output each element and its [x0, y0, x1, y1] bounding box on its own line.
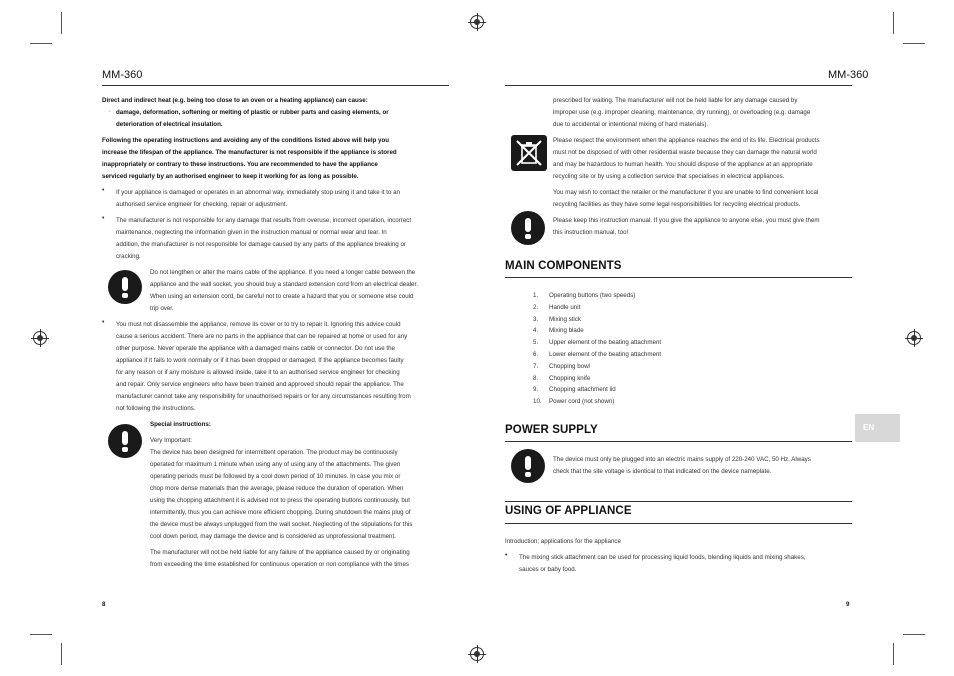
component-item: [533, 337, 661, 349]
section-rule: [505, 441, 852, 442]
components-list: [533, 290, 661, 408]
component-item: [533, 314, 661, 326]
exclamation-warning-icon: [511, 449, 545, 483]
component-number: 2.: [533, 303, 539, 311]
header-rule-right: [505, 85, 852, 86]
section-rule: [505, 277, 852, 278]
component-item: [533, 325, 661, 337]
bullet-1-line: authorised service engineer for checking, repair or adjustment.: [116, 201, 288, 208]
heat-item-1: damage, deformation, softening or melting of plastic or rubber parts and casing elements, or: [116, 109, 389, 116]
bullet-2-line: cracking.: [116, 253, 141, 260]
component-label: Mixing stick: [549, 315, 581, 323]
component-number: 3.: [533, 315, 539, 323]
component-label: Power cord (not shown): [549, 398, 615, 406]
component-label: Chopping attachment lid: [549, 386, 616, 394]
special-line: operating periods must be followed by a cool down period of 10 minutes. In case you mix or: [150, 473, 401, 480]
header-rule-left: [102, 85, 449, 86]
cable-warning-line: When using an extension cord, be careful not to create a hazard that you or someone else could: [150, 293, 414, 300]
crop-mark: [903, 634, 925, 635]
crop-mark: [30, 43, 52, 44]
component-item: [533, 349, 661, 361]
bullet: •: [102, 319, 105, 326]
registration-mark-icon: [470, 647, 484, 661]
bullet-3-line: You must not disassemble the appliance, remove its cover or to try to repair it. Ignoring this advice could: [116, 321, 401, 328]
main-components-heading: MAIN COMPONENTS: [505, 260, 622, 272]
crop-mark: [893, 643, 894, 665]
component-item: [533, 373, 661, 385]
component-item: [533, 290, 661, 302]
power-line: check that the site voltage is identical to that indicated on the device nameplate.: [553, 468, 772, 475]
section-rule: [505, 501, 852, 502]
component-item: [533, 396, 661, 408]
very-important-label: Very Important:: [150, 437, 192, 444]
cable-warning-line: appliance and the wall socket, you should buy a standard extension cord from an electrical dealer.: [150, 281, 418, 288]
component-number: 10.: [533, 398, 542, 406]
continued-line: improper use (e.g. improper cleaning, maintenance, dry running), or overloading (e.g. damage: [553, 109, 811, 116]
environment-line: recycling site or by using a collection service that specialises in electrical appliances.: [553, 173, 785, 180]
bullet-2-line: maintenance, neglecting the information given in the instruction manual or normal wear and tear. In: [116, 229, 387, 236]
bullet-2-line: The manufacturer is not responsible for any damage that results from overuse, incorrect operation, incorrect: [116, 217, 412, 224]
special-line: The device has been designed for intermittent operation. The product may be continuously: [150, 449, 398, 456]
component-item: [533, 361, 661, 373]
power-line: The device must only be plugged into an electric mains supply of 220-240 VAC, 50 Hz. Always: [553, 456, 811, 463]
bullet-3-line: and repair. Only service engineers who have been trained and approved should repair the appliance. The: [116, 381, 404, 388]
bullet-3-line: cause a serious accident. There are no parts in the appliance that can be repaired at home or used for any: [116, 333, 408, 340]
power-supply-heading: POWER SUPPLY: [505, 424, 598, 436]
exclamation-warning-icon: [108, 270, 142, 304]
using-appliance-heading: USING OF APPLIANCE: [505, 505, 632, 517]
section-rule: [505, 523, 852, 524]
component-label: Handle unit: [549, 303, 581, 311]
registration-mark-icon: [33, 331, 47, 345]
language-tab-label: EN: [863, 423, 875, 432]
component-label: Operating buttons (two speeds): [549, 292, 636, 299]
follow-line: increase the lifespan of the appliance. The manufacturer is not responsible if the appliance is stored: [102, 149, 397, 156]
crop-mark: [61, 12, 62, 34]
component-item: [533, 302, 661, 314]
environment-line: recycling facilities as they have some legal responsibilities for recycling electrical products.: [553, 201, 801, 208]
bullet-3-line: manufacturer cannot take any responsibility for unauthorised repairs or for any circumstances resulting from: [116, 393, 411, 400]
model-header-left: MM-360: [102, 69, 143, 81]
cable-warning-line: Do not lengthen or alter the mains cable of the appliance. If you need a longer cable between the: [150, 269, 416, 276]
model-header-right: MM-360: [828, 69, 869, 81]
bullet: ·: [108, 108, 111, 115]
component-label: Mixing blade: [549, 327, 584, 335]
special-line: chop more dense materials than the average, please reduce the duration of operation. When: [150, 485, 404, 492]
crossed-out-bin-icon: [511, 135, 547, 171]
crop-mark: [30, 634, 52, 635]
special-instructions-title: Special instructions:: [150, 421, 211, 428]
component-label: Chopping knife: [549, 374, 591, 382]
using-intro: Introduction; applications for the appliance: [505, 538, 621, 545]
page-number-right: 9: [846, 601, 850, 608]
component-number: 7.: [533, 362, 539, 370]
special-line: intermittently, thus you can achieve more efficient chopping. During shutdown the mains plug of: [150, 509, 411, 516]
bullet-1-line: If your appliance is damaged or operates in an abnormal way, immediately stop using it and take it to an: [116, 189, 400, 196]
component-label: Lower element of the beating attachment: [549, 350, 662, 358]
environment-line: Please respect the environment when the appliance reaches the end of its life. Electrical products: [553, 137, 820, 144]
continued-line: due to accidental or intentional mixing of hard materials).: [553, 121, 709, 128]
special-line: using the chopping attachment it is advised not to press the operating buttons continuously, but: [150, 497, 410, 504]
special-line: cool down period, may damage the device and is considered as unprofessional treatment.: [150, 533, 396, 540]
using-bullet-line: sauces or baby food.: [519, 566, 577, 573]
continued-line: prescribed for waiting. The manufacturer will not be held liable for any damage caused by: [553, 97, 798, 104]
bullet: •: [102, 215, 105, 222]
exclamation-warning-icon: [108, 424, 142, 458]
using-bullet-line: The mixing stick attachment can be used for processing liquid foods, blending liquids and mixing shakes,: [519, 554, 806, 561]
bullet-3-line: other purpose. Never operate the appliance with a damaged mains cable or connector. Do not use the: [116, 345, 395, 352]
keep-manual-line: Please keep this instruction manual. If you give the appliance to anyone else, you must give them: [553, 217, 820, 224]
crop-mark: [903, 43, 925, 44]
component-number: 4.: [533, 327, 539, 335]
component-number: 1.: [533, 292, 539, 299]
component-number: 6.: [533, 350, 539, 358]
bullet: •: [505, 552, 508, 559]
component-label: Upper element of the beating attachment: [549, 339, 662, 347]
environment-line: You may wish to contact the retailer or the manufacturer if you are unable to find convenient local: [553, 189, 819, 196]
bullet-3-line: appliance if it fails to work normally or if it has been dropped or damaged. If the appliance becomes faulty: [116, 357, 404, 364]
component-item: [533, 384, 661, 396]
component-number: 9.: [533, 386, 539, 394]
heat-item-2: deterioration of electrical insulation.: [116, 121, 223, 128]
page-number-left: 8: [102, 601, 106, 608]
environment-line: must not be disposed of with other residential waste because they can damage the natural world: [553, 149, 817, 156]
registration-mark-icon: [470, 15, 484, 29]
bullet-3-line: for any reason or if any moisture is allowed inside, take it to an authorised service engineer for checking: [116, 369, 400, 376]
bullet-2-line: addition, the manufacturer is not responsible for damage caused by any parts of the appliance breaking or: [116, 241, 406, 248]
manufacturer-liability-line: The manufacturer will not be held liable for any failure of the appliance caused by or originating: [150, 549, 410, 556]
component-number: 8.: [533, 374, 539, 382]
keep-manual-line: this instruction manual, too!: [553, 229, 629, 236]
follow-line: inappropriately or contrary to these instructions. You are recommended to have the appliance: [102, 161, 378, 168]
environment-line: and may be hazardous to human health. You should dispose of the appliance at an appropriate: [553, 161, 813, 168]
cable-warning-line: trip over.: [150, 305, 174, 312]
component-label: Chopping bowl: [549, 362, 590, 370]
manufacturer-liability-line: from exceeding the time established for continuous operation or non compliance with the times: [150, 561, 409, 568]
follow-line: serviced regularly by an authorised engineer to keep it working for as long as possible.: [102, 173, 359, 180]
bullet: •: [102, 187, 105, 194]
bullet-3-line: not following the instructions.: [116, 405, 196, 412]
component-number: 5.: [533, 339, 539, 347]
special-line: operated for maximum 1 minute when using any of using any of the attachments. The given: [150, 461, 401, 468]
heat-intro: Direct and indirect heat (e.g. being too close to an oven or a heating appliance) can cause:: [102, 97, 368, 104]
registration-mark-icon: [907, 331, 921, 345]
crop-mark: [61, 643, 62, 665]
language-tab: [855, 414, 900, 442]
exclamation-warning-icon: [511, 211, 545, 245]
crop-mark: [893, 12, 894, 34]
special-line: the device must be always unplugged from the wall socket. Neglecting of the stipulations for this: [150, 521, 413, 528]
follow-line: Following the operating instructions and avoiding any of the conditions listed above will help you: [102, 137, 390, 144]
